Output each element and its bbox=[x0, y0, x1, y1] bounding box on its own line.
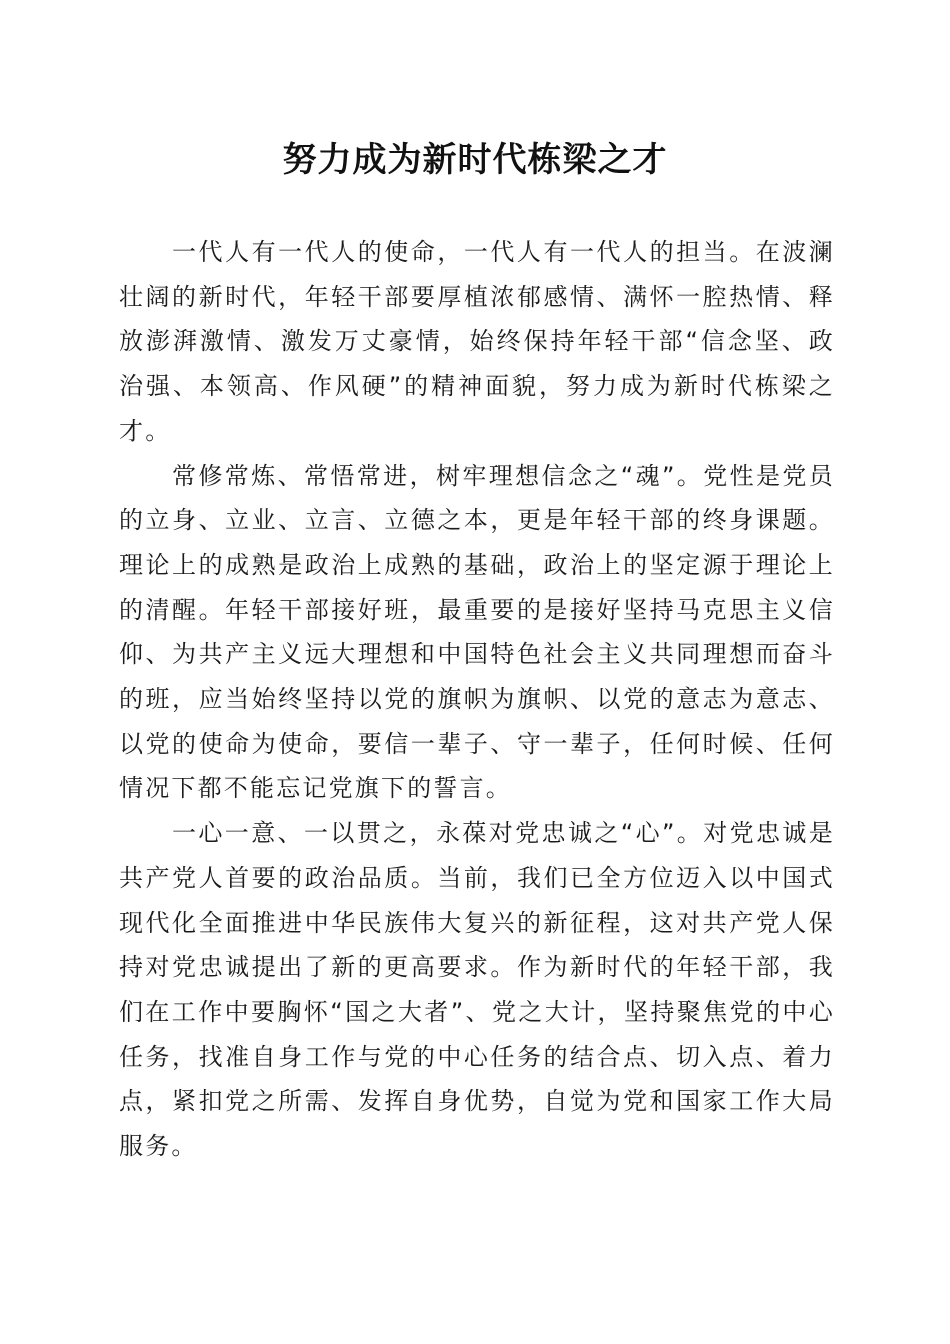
paragraph-2: 常修常炼、常悟常进，树牢理想信念之“魂”。党性是党员的立身、立业、立言、立德之本，更是年轻干部的终身课题。理论上的成熟是政治上成熟的基础，政治上的坚定源于理论上的清醒。年轻干部接好班，最重要的是接好坚持马克思主义信仰、为共产主义远大理想和中国特色社会主义共同理想而奋斗的班，应当始终坚持以党的旗帜为旗帜、以党的意志为意志、以党的使命为使命，要信一辈子、守一辈子，任何时候、任何情况下都不能忘记党旗下的誓言。 bbox=[119, 461, 835, 803]
document-body bbox=[119, 230, 835, 1169]
document-title: 努力成为新时代栋梁之才 bbox=[282, 140, 668, 180]
paragraph-3: 一心一意、一以贯之，永葆对党忠诚之“心”。对党忠诚是共产党人首要的政治品质。当前，我们已全方位迈入以中国式现代化全面推进中华民族伟大复兴的新征程，这对共产党人保持对党忠诚提出了新的更高要求。作为新时代的年轻干部，我们在工作中要胸怀“国之大者”、党之大计，坚持聚焦党的中心任务，找准自身工作与党的中心任务的结合点、切入点、着力点，紧扣党之所需、发挥自身优势，自觉为党和国家工作大局服务。 bbox=[119, 819, 835, 1161]
paragraph-1: 一代人有一代人的使命，一代人有一代人的担当。在波澜壮阔的新时代，年轻干部要厚植浓郁感情、满怀一腔热情、释放澎湃激情、激发万丈豪情，始终保持年轻干部“信念坚、政治强、本领高、作风硬”的精神面貌，努力成为新时代栋梁之才。 bbox=[119, 238, 835, 445]
